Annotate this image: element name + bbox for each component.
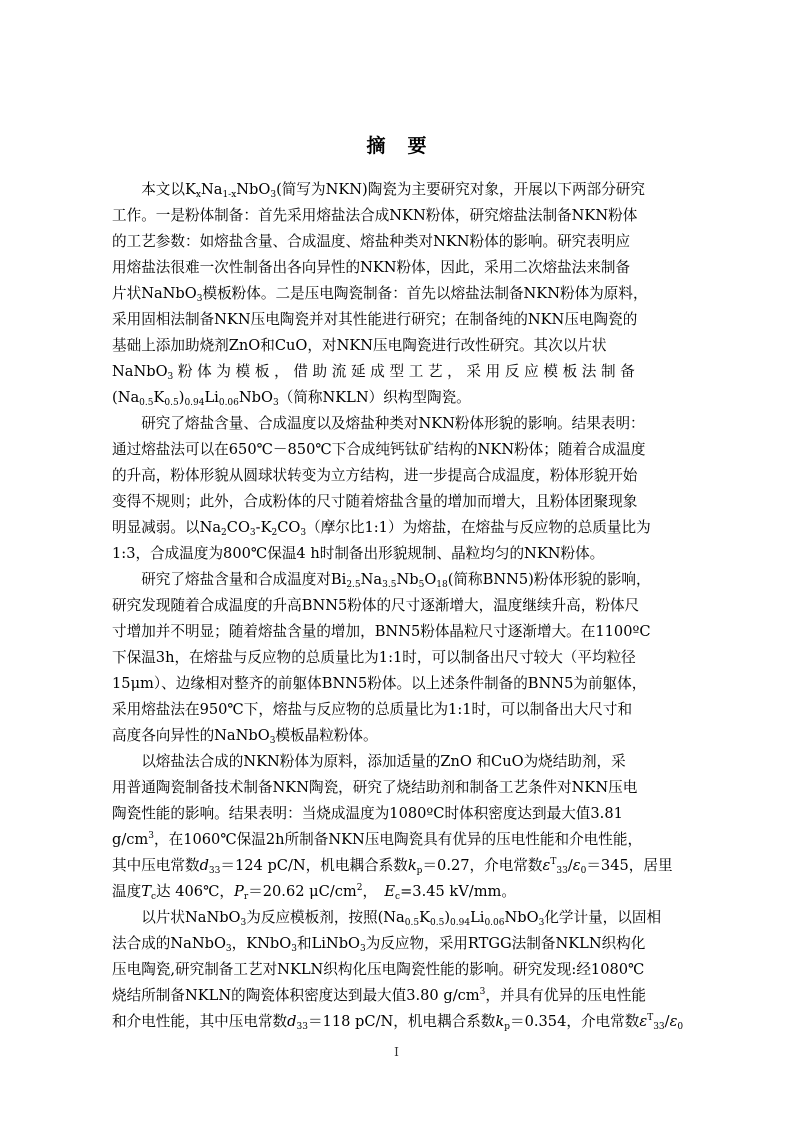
text-line: 15μm）、边缘相对整齐的前躯体BNN5粉体。以上述条件制备的BNN5为前躯体， — [112, 675, 647, 692]
text-line: 以熔盐法合成的NKN粉体为原料，添加适量的ZnO 和CuO为烧结助剂，采 — [141, 753, 626, 770]
text-line: 陶瓷性能的影响。结果表明：当烧成温度为1080ºC时体积密度达到最大值3.81 — [112, 805, 623, 822]
abstract-body — [112, 177, 702, 1035]
page-number: I — [394, 1045, 399, 1059]
text-line: $(Na_{0.5}K_{0.5})_{0.94}Li_{0.06}NbO_3$（简称NKLN）织构型陶瓷。 — [112, 389, 471, 408]
text-line: 压电陶瓷,研究制备工艺对NKLN织构化压电陶瓷性能的影响。研究发现:经1080℃ — [112, 961, 645, 978]
text-line: 用普通陶瓷制备技术制备NKN陶瓷，研究了烧结助剂和制备工艺条件对NKN压电 — [112, 779, 638, 796]
text-line: 法合成的NaNbO$_3$，KNbO$_3$和LiNbO$_3$为反应物，采用RTGG法制备NKLN织构化 — [112, 935, 646, 954]
text-line: 通过熔盐法可以在650℃－850℃下合成纯钙钛矿结构的NKN粉体；随着合成温度 — [112, 441, 646, 458]
abstract-title: 摘要 — [366, 135, 449, 157]
text-line: 片状NaNbO$_3$模板粉体。二是压电陶瓷制备：首先以熔盐法制备NKN粉体为原料， — [112, 285, 648, 304]
text-line: 以片状NaNbO$_3$为反应模板剂，按照$(Na_{0.5}K_{0.5})_{0.94}Li_{0.06}NbO_3$化学计量，以固相 — [141, 909, 662, 928]
abstract-paragraph — [112, 177, 702, 411]
text-line: 采用固相法制备NKN压电陶瓷并对其性能进行研究；在制备纯的NKN压电陶瓷的 — [112, 311, 638, 328]
text-line: 高度各向异性的NaNbO$_3$模板晶粒粉体。 — [112, 727, 378, 746]
text-line: 1:3，合成温度为800℃保温4 h时制备出形貌规制、晶粒均匀的NKN粉体。 — [112, 545, 605, 562]
text-line: 研究了熔盐含量、合成温度以及熔盐种类对NKN粉体形貌的影响。结果表明： — [141, 415, 645, 432]
text-line: 明显减弱。以$Na_2CO_3-K_2CO_3$（摩尔比1:1）为熔盐，在熔盐与反应物的总质量比为 — [112, 519, 651, 538]
text-line: 研究发现随着合成温度的升高BNN5粉体的尺寸逐渐增大，温度继续升高，粉体尺 — [112, 597, 640, 614]
abstract-paragraph — [112, 905, 702, 1035]
text-line: 的升高，粉体形貌从圆球状转变为立方结构，进一步提高合成温度，粉体形貌开始 — [112, 467, 638, 484]
text-line: 下保温3h，在熔盐与反应物的总质量比为1:1时，可以制备出尺寸较大（平均粒径 — [112, 649, 636, 666]
text-line: 和介电性能，其中压电常数$d_{33}=118$ pC/N，机电耦合系数$k_p=0.354$，介电常数$\varepsilon^T_{33}/\varepsilon_0$ — [112, 1013, 684, 1032]
abstract-paragraph — [112, 411, 702, 567]
text-line: 采用熔盐法在950℃下，熔盐与反应物的总质量比为1:1时，可以制备出大尺寸和 — [112, 701, 633, 718]
text-line: 烧结所制备NKLN的陶瓷体积密度达到最大值3.80 $g/cm^3$，并具有优异的压电性能 — [112, 987, 646, 1004]
text-line: 的工艺参数：如熔盐含量、合成温度、熔盐种类对NKN粉体的影响。研究表明应 — [112, 233, 631, 250]
text-line: 其中压电常数$d_{33}=124$ pC/N，机电耦合系数$k_p=0.27$，介电常数$\varepsilon^T_{33}/\varepsilon_0=345$，居里 — [112, 857, 673, 876]
text-line: 本文以$K_xNa_{1-x}NbO_3$(简写为NKN)陶瓷为主要研究对象，开展以下两部分研究 — [141, 181, 645, 200]
text-line: 用熔盐法很难一次性制备出各向异性的NKN粉体，因此，采用二次熔盐法来制备 — [112, 259, 631, 276]
text-line: 寸增加并不明显；随着熔盐含量的增加，BNN5粉体晶粒尺寸逐渐增大。在1100ºC — [112, 623, 651, 640]
abstract-paragraph — [112, 749, 702, 905]
text-line: 变得不规则；此外，合成粉体的尺寸随着熔盐含量的增加而增大，且粉体团聚现象 — [112, 493, 638, 510]
text-line: $g/cm^3$，在1060℃保温2h所制备NKN压电陶瓷具有优异的压电性能和介电性能， — [112, 831, 643, 848]
text-line: NaNbO$_3$ 粉 体 为 模 板 ， 借 助 流 延 成 型 工 艺 ， 采 用 反 应 模 板 法 制 备 — [112, 363, 635, 382]
abstract-paragraph — [112, 567, 702, 749]
text-line: 温度$T_c$达 406℃，$P_r=20.62$ $\mu C/cm^2$， $E_c=3.45$ kV/mm。 — [112, 883, 516, 902]
text-line: 研究了熔盐含量和合成温度对$Bi_{2.5}Na_{3.5}Nb_5O_{18}$(简称BNN5)粉体形貌的影响， — [141, 571, 651, 590]
text-line: 工作。一是粉体制备：首先采用熔盐法合成NKN粉体，研究熔盐法制备NKN粉体 — [112, 207, 638, 224]
text-line: 基础上添加助烧剂ZnO和CuO，对NKN压电陶瓷进行改性研究。其次以片状 — [112, 337, 607, 354]
